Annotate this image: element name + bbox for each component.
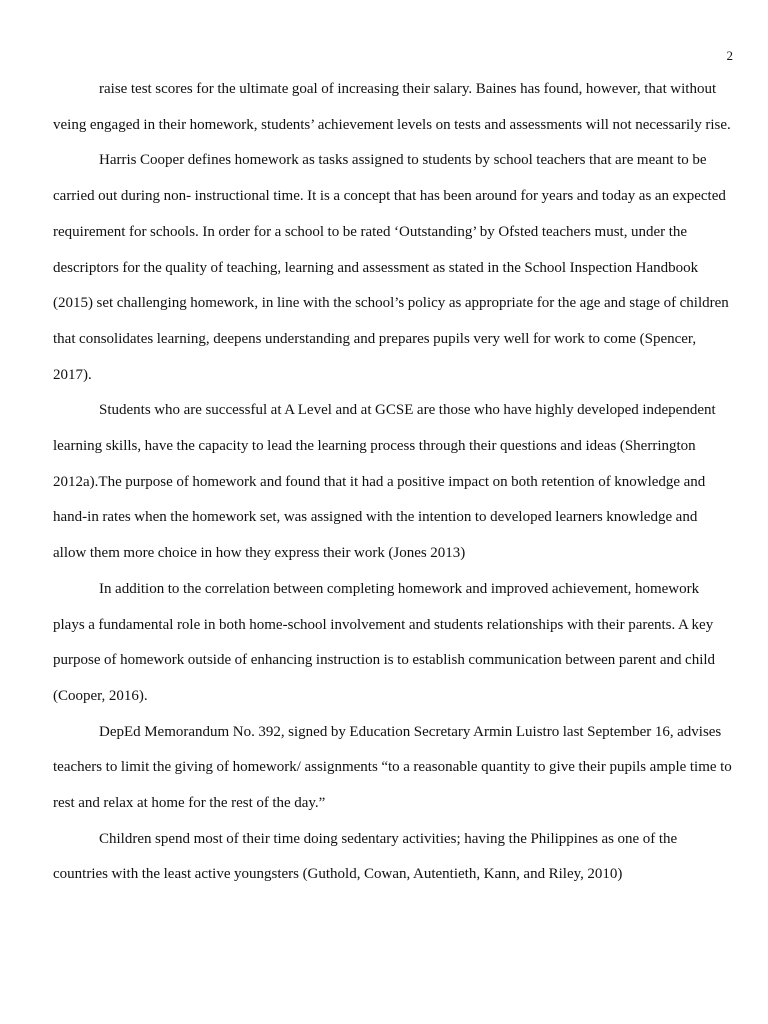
paragraph: DepEd Memorandum No. 392, signed by Education Secretary Armin Luistro last September 16, advises teachers to limit the giving of homework/ assignments “to a reasonable quantity to give their pupils ample time to rest and relax at home for the rest of the day.” [53, 723, 732, 812]
document-body [53, 72, 733, 893]
paragraph: Children spend most of their time doing sedentary activities; having the Philippines as one of the countries with the least active youngsters (Guthold, Cowan, Autentieth, Kann, and Riley, 2010) [53, 830, 678, 883]
paragraph: Students who are successful at A Level and at GCSE are those who have highly developed independent learning skills, have the capacity to lead the learning process through their questions and ideas (Sherrington 2012a).The purpose of homework and found that it had a positive impact on both retention of knowledge and hand-in rates when the homework set, was assigned with the intention to developed learners knowledge and allow them more choice in how they express their work (Jones 2013) [53, 402, 716, 562]
paragraph: In addition to the correlation between completing homework and improved achievement, homework plays a fundamental role in both home-school involvement and students relationships with their parents. A key purpose of homework outside of enhancing instruction is to establish communication between parent and child (Cooper, 2016). [53, 580, 716, 704]
paragraph: Harris Cooper defines homework as tasks assigned to students by school teachers that are meant to be carried out during non- instructional time. It is a concept that has been around for years and today as an expected requirement for schools. In order for a school to be rated ‘Outstanding’ by Ofsted teachers must, under the descriptors for the quality of teaching, learning and assessment as stated in the School Inspection Handbook (2015) set challenging homework, in line with the school’s policy as appropriate for the age and stage of children that consolidates learning, deepens understanding and prepares pupils very well for work to come (Spencer, 2017). [53, 152, 729, 383]
paragraph-continuation: raise test scores for the ultimate goal of increasing their salary. Baines has found, however, that without veing engaged in their homework, students’ achievement levels on tests and assessments will not necessarily rise. [53, 81, 731, 133]
page-number: 2 [726, 48, 733, 63]
